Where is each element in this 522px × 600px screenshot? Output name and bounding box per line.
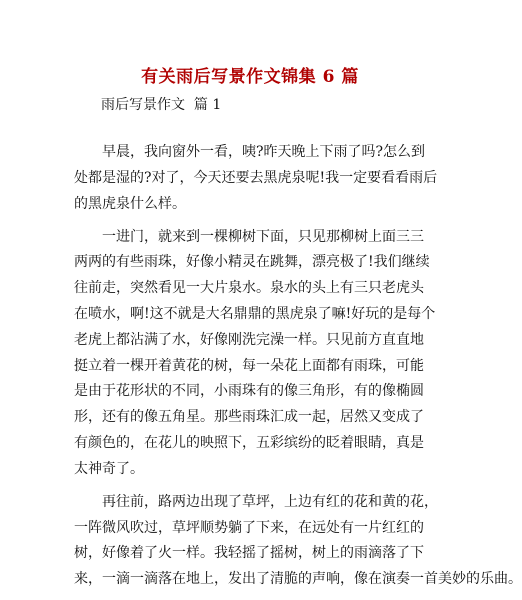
text-line: 挺立着一棵开着黄花的树，每一朵花上面都有雨珠，可能 <box>74 357 424 374</box>
text-line: 两两的有些雨珠，好像小精灵在跳舞，漂亮极了!我们继续 <box>74 254 430 271</box>
section-subtitle: 雨后写景作文 篇 1 <box>101 97 222 113</box>
text-line: 是由于花形状的不同，小雨珠有的像三角形，有的像椭圆 <box>74 383 424 400</box>
text-line: 的黑虎泉什么样。 <box>74 195 186 212</box>
text-line: 有颜色的，在花儿的映照下，五彩缤纷的眨着眼睛，真是 <box>74 434 424 451</box>
paragraph-1 <box>74 140 438 217</box>
document-title: 有关雨后写景作文锦集 6 篇 <box>141 67 359 87</box>
text-line: 树，好像着了火一样。我轻摇了摇树，树上的雨滴落了下 <box>74 545 424 562</box>
text-line: 处都是湿的?对了，今天还要去黑虎泉呢!我一定要看看雨后 <box>74 169 438 186</box>
text-line: 早晨，我向窗外一看，咦?昨天晚上下雨了吗?怎么到 <box>102 144 426 160</box>
text-line: 形，还有的像五角星。那些雨珠汇成一起，居然又变成了 <box>74 409 424 426</box>
paragraph-3 <box>74 490 522 593</box>
document-body <box>74 140 522 600</box>
text-line: 往前走，突然看见一大片泉水。泉水的头上有三只老虎头 <box>74 280 424 297</box>
text-line: 在喷水，啊!这不就是大名鼎鼎的黑虎泉了嘛!好玩的是每个 <box>74 305 436 322</box>
text-line: 老虎上都沾满了水，好像刚洗完澡一样。只见前方直直地 <box>74 331 424 348</box>
text-line: 来，一滴一滴落在地上，发出了清脆的声响，像在演奏一首美妙的乐曲。 <box>74 571 522 588</box>
paragraph-2 <box>74 225 434 483</box>
text-line: 一进门，就来到一棵柳树下面，只见那柳树上面三三 <box>102 228 424 245</box>
text-line: 一阵微风吹过，草坪顺势躺了下来，在远处有一片红红的 <box>74 519 424 536</box>
text-line: 再往前，路两边出现了草坪，上边有红的花和黄的花， <box>102 493 438 510</box>
text-line: 太神奇了。 <box>74 460 144 477</box>
